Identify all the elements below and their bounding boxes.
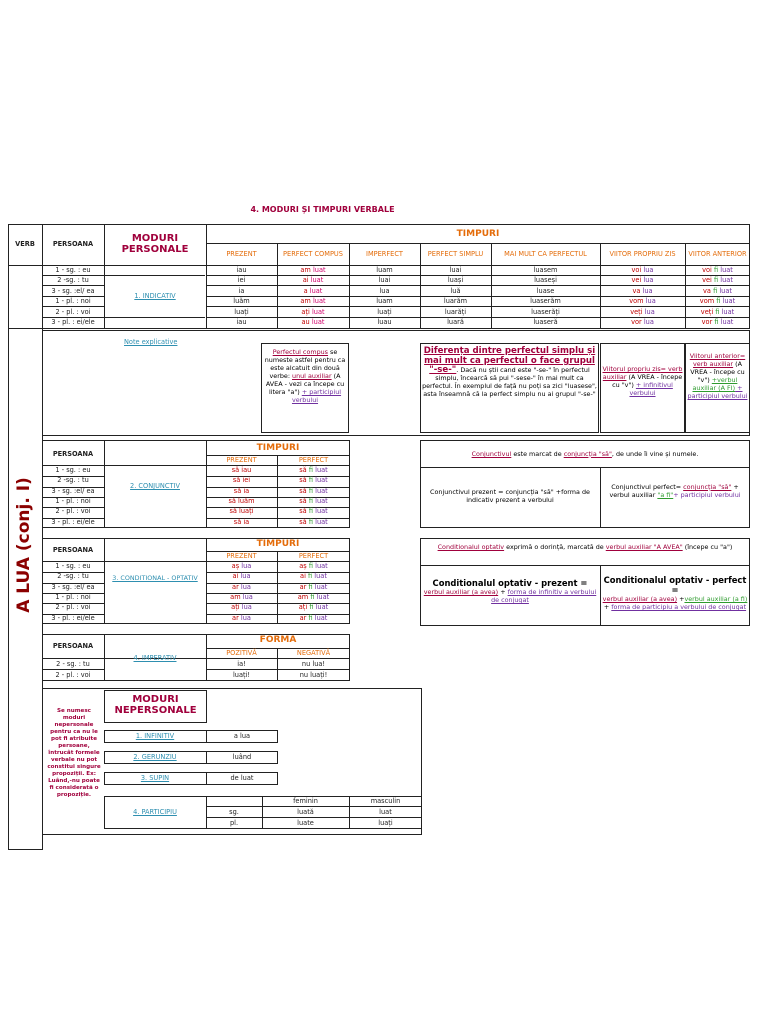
- ind-perfect-compus: am luat: [300, 297, 326, 306]
- conj-prezent-formula: Conjunctivul prezent = conjuncția "să" +forma de indicativ prezent a verbului: [430, 488, 590, 504]
- cond-persoana-header: PERSOANA: [52, 546, 94, 554]
- ind-perfect-simplu: luară: [447, 318, 464, 326]
- imperativ-label[interactable]: 4. IMPERATIV: [133, 654, 177, 662]
- conj-prezent: să luăm: [228, 496, 255, 505]
- supin-value: de luat: [230, 774, 254, 782]
- ind-person: 2 - pl. : voi: [55, 307, 91, 316]
- ind-person: 3 - sg. :el/ ea: [51, 286, 95, 295]
- cond-prezent: ar lua: [232, 582, 251, 591]
- ind-viitor-propriu: va lua: [632, 286, 653, 295]
- cond-prezent: am lua: [230, 592, 253, 601]
- imp-col-pozitiva: POZITIVĂ: [226, 649, 257, 657]
- cond-person: 2 -sg. : tu: [57, 572, 89, 581]
- ind-mmcp: luasem: [533, 266, 558, 274]
- cond-person: 3 - pl. : ei/ele: [51, 613, 95, 622]
- conj-timpuri-header: TIMPURI: [256, 443, 300, 453]
- conjunctiv-label[interactable]: 2. CONJUNCTIV: [130, 482, 180, 490]
- conj-perfect: să fi luat: [299, 517, 328, 526]
- imp-person-sg: 2 - sg. : tu: [56, 660, 90, 668]
- conj-person: 1 - sg. : eu: [55, 466, 91, 474]
- ind-perfect-simplu: luă: [450, 286, 461, 295]
- cond-prezent: ar lua: [232, 613, 251, 622]
- imp-person-pl: 2 - pl. : voi: [55, 671, 91, 679]
- ind-viitor-propriu: vor lua: [631, 318, 654, 326]
- ind-mmcp: luase: [536, 286, 555, 295]
- ind-prezent: luăm: [233, 297, 250, 306]
- ind-viitor-anterior: va fi luat: [703, 286, 732, 295]
- ind-imperfect: luai: [378, 276, 391, 285]
- ind-perfect-compus: am luat: [300, 266, 326, 274]
- ind-viitor-anterior: vei fi luat: [702, 276, 733, 285]
- cond-perfect: aș fi luat: [299, 562, 328, 570]
- ind-viitor-propriu: vei lua: [631, 276, 654, 285]
- conj-person: 2 -sg. : tu: [57, 476, 89, 485]
- note-explicative[interactable]: Note explicative: [124, 338, 178, 346]
- masculin-sg: luat: [379, 808, 392, 816]
- ind-viitor-propriu: vom lua: [629, 297, 656, 306]
- ind-imperfect: lua: [379, 286, 390, 295]
- ind-perfect-compus: ați luat: [301, 307, 325, 316]
- moduri-personale-header: MODURI PERSONALE: [121, 233, 189, 255]
- cond-timpuri-header: TIMPURI: [256, 539, 300, 549]
- imp-pozitiva-pl: luați!: [232, 671, 251, 679]
- conj-prezent: să iei: [232, 476, 251, 485]
- ind-viitor-propriu: voi lua: [631, 266, 654, 274]
- ind-perfect-compus: ai luat: [302, 276, 324, 285]
- cond-person: 3 - sg. :el/ ea: [51, 582, 95, 591]
- ind-perfect-compus: a luat: [303, 286, 323, 295]
- gerunziu-value: luând: [232, 753, 252, 761]
- imp-col-negativa: NEGATIVĂ: [296, 649, 331, 657]
- number-pl: pl.: [229, 819, 239, 827]
- ind-viitor-propriu: veți lua: [630, 307, 655, 316]
- cond-tense-perfect: PERFECT: [298, 552, 329, 560]
- cond-prezent: ai lua: [232, 572, 251, 581]
- tense-header-mmcp: MAI MULT CA PERFECTUL: [504, 250, 587, 258]
- cond-perfect: am fi luat: [297, 592, 330, 601]
- feminin-pl: luate: [297, 819, 314, 827]
- infinitiv-label[interactable]: 1. INFINITIV: [135, 732, 175, 740]
- ind-perfect-simplu: luai: [449, 266, 462, 274]
- cond-tense-prezent: PREZENT: [226, 552, 257, 560]
- ind-person: 3 - pl. : ei/ele: [51, 318, 95, 326]
- conj-persoana-header: PERSOANA: [52, 450, 94, 458]
- ind-person: 2 -sg. : tu: [57, 276, 89, 285]
- moduri-nepersonale-header: MODURI NEPERSONALE: [114, 694, 197, 716]
- masculin-pl: luați: [378, 819, 393, 827]
- forma-header: FORMA: [259, 635, 297, 645]
- verb-name: A LUA (conj. I): [14, 477, 34, 613]
- ind-perfect-simplu: luarăți: [444, 307, 467, 316]
- conj-perfect: să fi luat: [299, 466, 328, 474]
- infinitiv-value: a lua: [233, 732, 251, 740]
- imp-negativa-pl: nu luați!: [299, 671, 328, 679]
- ind-perfect-compus: au luat: [301, 318, 325, 326]
- conj-prezent: să ia: [233, 517, 250, 526]
- conditional-label[interactable]: 3. CONDITIONAL - OPTATIV: [112, 574, 198, 582]
- conj-perfect: să fi luat: [299, 507, 328, 516]
- ind-prezent: iau: [236, 318, 247, 326]
- conj-tense-perfect: PERFECT: [298, 456, 329, 464]
- tense-header-ps: PERFECT SIMPLU: [427, 250, 484, 258]
- ind-mmcp: luaseși: [534, 276, 557, 285]
- ind-prezent: ia: [238, 286, 245, 295]
- ind-viitor-anterior: voi fi luat: [702, 266, 733, 274]
- page-title: 4. MODURI ȘI TIMPURI VERBALE: [250, 205, 395, 214]
- ind-imperfect: luați: [377, 307, 392, 316]
- participiu-label[interactable]: 4. PARTICIPIU: [133, 808, 177, 816]
- cond-perfect: ați fi luat: [298, 603, 329, 612]
- feminin-sg: luată: [297, 808, 314, 816]
- cond-person: 1 - pl. : noi: [55, 592, 91, 601]
- tense-header-va: VIITOR ANTERIOR: [688, 250, 747, 258]
- ind-mmcp: luaseră: [533, 318, 558, 326]
- conj-prezent: să luați: [229, 507, 254, 516]
- indicativ-label[interactable]: 1. INDICATIV: [134, 292, 176, 300]
- conj-tense-prezent: PREZENT: [226, 456, 257, 464]
- conj-prezent: să ia: [233, 486, 250, 495]
- imp-persoana-header: PERSOANA: [52, 642, 94, 650]
- imp-pozitiva-sg: ia!: [237, 660, 246, 668]
- gender-feminin: feminin: [293, 797, 318, 805]
- nepersonale-side-note: Se numesc moduri nepersonale pentru ca nu le pot fi atribuite persoane, întrucât formele verbale nu pot constitui singure propoziții. Ex: Luând,-nu poate fi considerată o propoziție.: [47, 708, 101, 798]
- cond-person: 2 - pl. : voi: [55, 603, 91, 612]
- supin-label[interactable]: 3. SUPIN: [140, 774, 170, 782]
- ind-prezent: iei: [237, 276, 246, 285]
- conj-perfect: să fi luat: [299, 476, 328, 485]
- timpuri-header: TIMPURI: [456, 229, 500, 239]
- ind-prezent: luați: [234, 307, 249, 316]
- ind-mmcp: luaserăți: [531, 307, 560, 316]
- ind-perfect-simplu: luarăm: [443, 297, 468, 306]
- gender-masculin: masculin: [370, 797, 401, 805]
- ind-viitor-anterior: veți fi luat: [700, 307, 735, 316]
- ind-imperfect: luam: [376, 266, 393, 274]
- ind-person: 1 - sg. : eu: [55, 266, 91, 274]
- conj-person: 3 - sg. :el/ ea: [51, 486, 95, 495]
- conj-person: 2 - pl. : voi: [55, 507, 91, 516]
- ind-person: 1 - pl. : noi: [55, 297, 91, 306]
- imp-negativa-sg: nu lua!: [301, 660, 326, 668]
- ind-perfect-simplu: luași: [447, 276, 464, 285]
- ind-viitor-anterior: vom fi luat: [699, 297, 736, 306]
- cond-perfect: ai fi luat: [300, 572, 327, 581]
- conj-prezent: să iau: [231, 466, 252, 474]
- gerunziu-label[interactable]: 2. GERUNZIU: [133, 753, 177, 761]
- ind-mmcp: luaserăm: [530, 297, 561, 306]
- cond-perfect: ar fi luat: [299, 613, 328, 622]
- conj-person: 3 - pl. : ei/ele: [51, 517, 95, 526]
- cond-prezent: ați lua: [231, 603, 252, 612]
- conj-perfect: să fi luat: [299, 496, 328, 505]
- tense-header-prezent: PREZENT: [226, 250, 257, 258]
- ind-imperfect: luam: [376, 297, 393, 306]
- conj-person: 1 - pl. : noi: [55, 496, 91, 505]
- cond-perfect: ar fi luat: [299, 582, 328, 591]
- tense-header-imperfect: IMPERFECT: [366, 250, 403, 258]
- conj-perfect: să fi luat: [299, 486, 328, 495]
- number-sg: sg.: [229, 808, 239, 816]
- tense-header-vp: VIITOR PROPRIU ZIS: [609, 250, 676, 258]
- persoana-header: PERSOANA: [52, 240, 94, 248]
- ind-prezent: iau: [236, 266, 247, 274]
- tense-header-pc: PERFECT COMPUS: [283, 250, 343, 258]
- ind-imperfect: luau: [377, 318, 392, 326]
- ind-viitor-anterior: vor fi luat: [701, 318, 734, 326]
- cond-person: 1 - sg. : eu: [55, 562, 91, 570]
- cond-prezent: aș lua: [231, 562, 252, 570]
- verb-header: VERB: [15, 240, 35, 248]
